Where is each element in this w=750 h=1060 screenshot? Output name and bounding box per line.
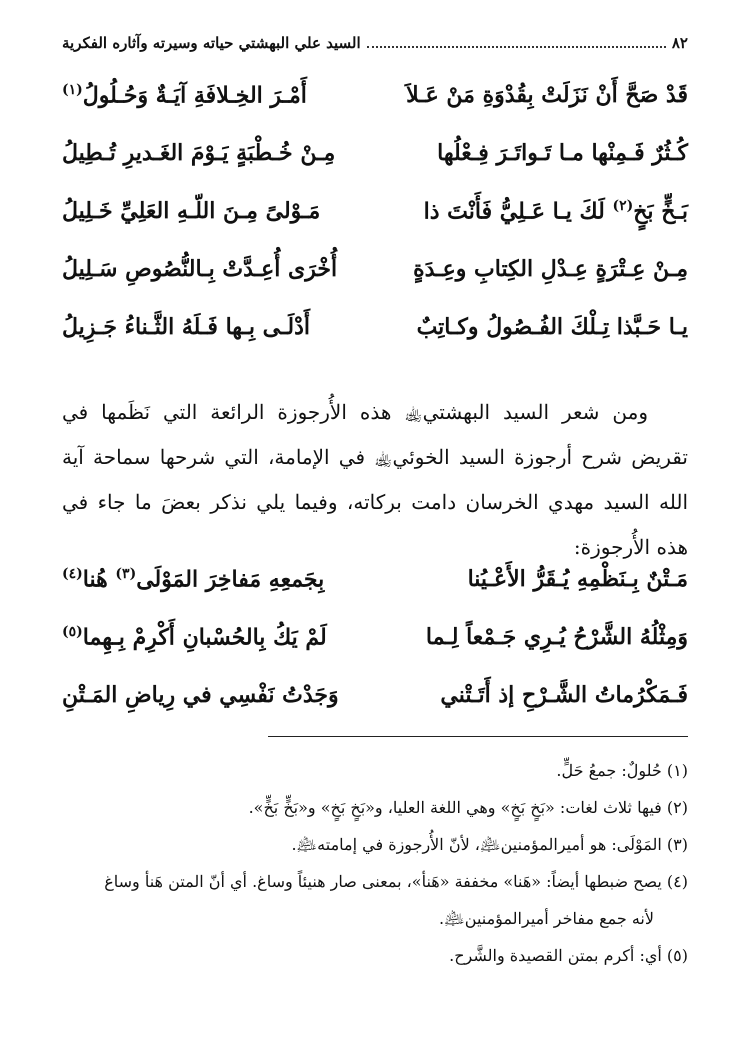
verse-first-hemistich: يـا حَـبَّذا تِـلْكَ الفُـصُولُ وكـاتِبٌ — [416, 314, 688, 340]
verse-line — [62, 608, 688, 666]
footnote — [62, 937, 688, 974]
verse-second-hemistich: مَـوْلىً مِـنَ اللّـهِ العَلِيِّ خَـلِيلُ — [62, 198, 321, 224]
footnote-continuation: لأنه جمع مفاخر أميرالمؤمنين﵇. — [439, 909, 654, 928]
verse-line — [62, 666, 688, 724]
footnote-text: أي: أكرم بمتن القصيدة والشَّرح. — [449, 946, 662, 965]
verse-line — [62, 240, 688, 298]
verse-first-hemistich: مِـنْ عِـتْرَةٍ عِـدْلِ الكِتابِ وعِـدَةٍ — [413, 256, 688, 282]
footnote-number: (١) — [666, 761, 688, 780]
verse-text: لَمْ يَكُ بِالحُسْبانِ أَكْرِمْ بِـهِما — [82, 624, 327, 651]
poem-bottom — [62, 550, 688, 724]
verse-first-hemistich: قَدْ صَحَّ أَنْ نَزَلَتْ بِقُدْوَةِ مَنْ عَـلاَ — [406, 82, 688, 108]
verse-second-hemistich — [62, 82, 362, 108]
footnote — [62, 789, 688, 826]
header-dot-leader — [367, 46, 666, 48]
verse-text: هُنا — [82, 566, 108, 593]
footnote-number: (٣) — [666, 835, 688, 854]
verse-text: بِجَمعِهِ مَفاخِرَ المَوْلَى — [136, 566, 325, 593]
verse-first-hemistich: فَـمَكْرُماتُ الشَّـرْحِ إذ أَتَـتْني — [440, 682, 688, 708]
verse-text: لَكَ يـا عَـلِيُّ فَأَنْتَ ذا — [423, 198, 605, 225]
verse-first-hemistich: كُـثُرٌ فَـمِنْها مـا تَـواتَـرَ فِـعْلُها — [437, 140, 688, 166]
verse-second-hemistich: وَجَدْتُ نَفْسِي في رِياضِ المَـتْنِ — [62, 682, 339, 708]
footnote-number: (٢) — [666, 798, 688, 817]
footnote-marker: (٣) — [115, 565, 137, 582]
footnote-marker: (٢) — [612, 197, 634, 214]
footnote-marker: (٥) — [62, 623, 83, 640]
footnote-number: (٥) — [666, 946, 688, 965]
footnotes — [62, 752, 688, 974]
footnote-text: يصح ضبطها أيضاً: «هَنا» مخففة «هَنأ»، بمعنى صار هنيئاً وساغ. أي أنّ المتن هَنأ وساغ — [104, 872, 662, 891]
verse-second-hemistich — [62, 566, 362, 592]
page-number: ٨٢ — [671, 34, 688, 52]
running-title: السيد علي البهشتي حياته وسيرته وآثاره الفكرية — [62, 34, 361, 52]
verse-second-hemistich: أُخْرَى أُعِـدَّتْ بِـالنُّصُوصِ سَـلِيلُ — [62, 256, 338, 282]
footnote-marker: (١) — [62, 81, 83, 98]
verse-line — [62, 124, 688, 182]
poem-top — [62, 66, 688, 356]
paragraph-text: ومن شعر السيد البهشتي﵀ هذه الأُرجوزة الرائعة التي نَظَمها في تقريض شرح أرجوزة السيد الخوئي﵀ في الإمامة، التي شرحها سماحة آية الله السيد مهدي الخرسان دامت بركاته، وفيما يلي نذكر بعضَ ما جاء في هذه الأُرجوزة: — [62, 400, 688, 559]
body-paragraph — [62, 390, 688, 570]
footnote-text: حُلولٌ: جمعُ حَلٍّ. — [556, 761, 662, 780]
footnote-number: (٤) — [666, 872, 688, 891]
footnote-separator — [268, 736, 688, 737]
verse-line — [62, 182, 688, 240]
footnote-text: المَوْلَى: هو أميرالمؤمنين﵇، لأنّ الأُرجوزة في إمامته﵇. — [291, 835, 662, 854]
running-header — [62, 30, 688, 56]
verse-second-hemistich — [62, 624, 362, 650]
verse-first-hemistich: وَمِثْلُهُ الشَّرْحُ يُـرِي جَـمْعاً لِـما — [425, 624, 688, 650]
verse-second-hemistich: أَدْلَـى بِـها فَـلَهُ الثَّـناءُ جَـزِيلُ — [62, 314, 311, 340]
verse-line — [62, 550, 688, 608]
footnote — [62, 863, 688, 900]
footnote — [62, 752, 688, 789]
verse-text: أَمْـرَ الخِـلافَةِ آيَـةٌ وَحُـلُولُ — [82, 82, 307, 109]
verse-second-hemistich: مِـنْ خُـطْبَةٍ يَـوْمَ الغَـديرِ تُـطِيلُ — [62, 140, 336, 166]
footnote-text: فيها ثلاث لغات: «بَخٍ بَخٍ» وهي اللغة العليا، و«بَخٍ بَخٍ» و«بَخٍّ بَخٍّ». — [248, 798, 662, 817]
verse-line — [62, 298, 688, 356]
verse-first-hemistich — [388, 198, 688, 224]
verse-line — [62, 66, 688, 124]
verse-first-hemistich: مَـتْنٌ بِـنَظْمِهِ يُـقَرُّ الأَعْـيُنا — [467, 566, 688, 592]
footnote — [62, 826, 688, 863]
footnote-marker: (٤) — [62, 565, 83, 582]
verse-text: بَـخٍّ بَخٍ — [633, 198, 688, 225]
